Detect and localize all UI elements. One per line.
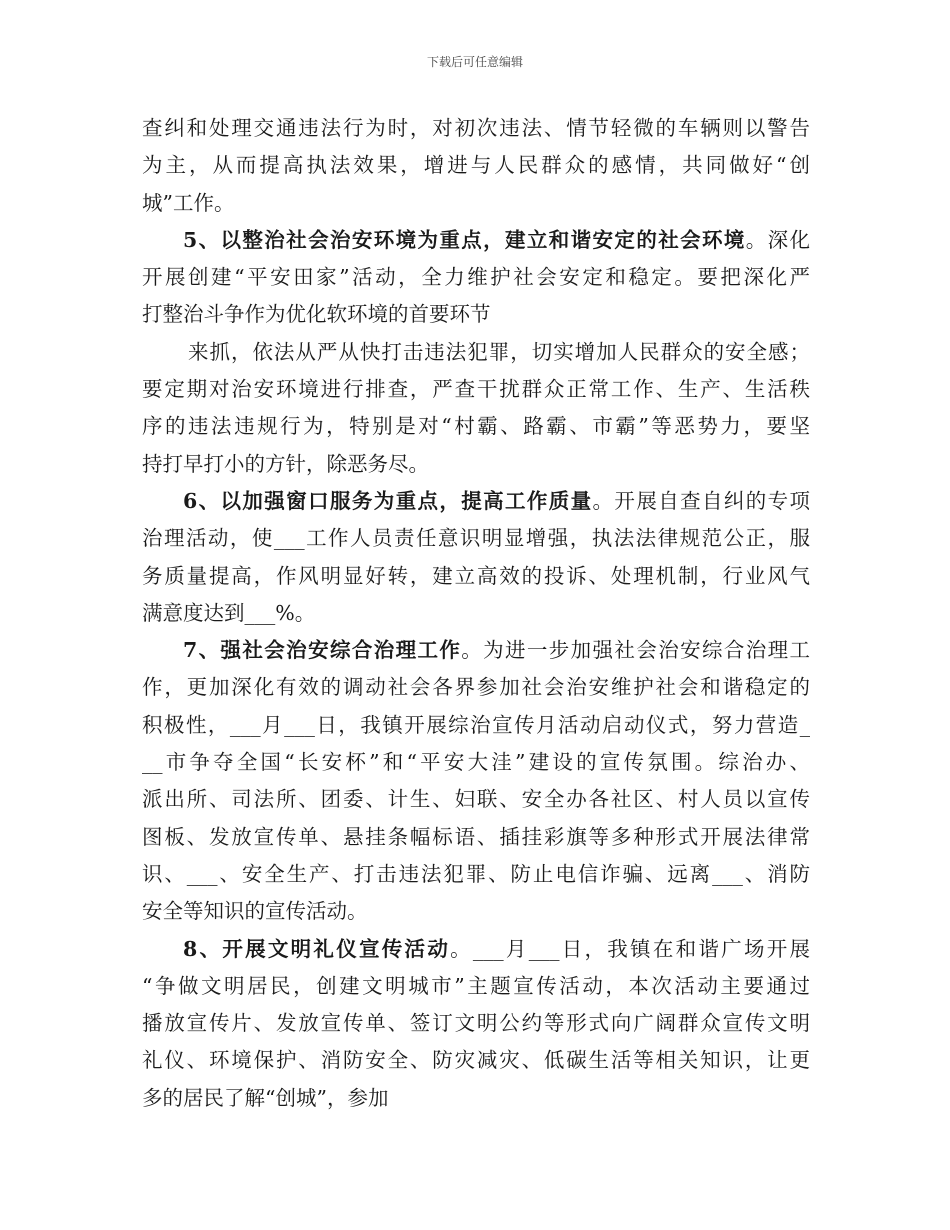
paragraph [142,334,810,483]
paragraph [142,110,810,222]
text-line [142,222,810,259]
heading-continuation: 。___月___日，我镇在和谐广场开展 [450,936,811,961]
text-line: 识、___、安全生产、打击违法犯罪、防止电信诈骗、远离___、消防 [142,861,810,886]
text-line: 多的居民了解“创城”，参加 [142,1085,389,1110]
text-line: 播放宣传片、发放宣传单、签订文明公约等形式向广阔群众宣传文明 [142,1011,810,1036]
text-line: 满意度达到___%。 [142,600,316,625]
text-line: 查纠和处理交通违法行为时，对初次违法、情节轻微的车辆则以警告 [142,116,810,140]
text-line: 礼仪、环境保护、消防安全、防灾减灾、低碳生活等相关知识，让更 [142,1048,810,1073]
text-line: 要定期对治安环境进行排查，严查干扰群众正常工作、生产、生活秩 [142,377,810,402]
heading-continuation: 。开展自查自纠的专项 [592,488,810,513]
text-line: 持打早打小的方针，除恶务尽。 [142,451,429,476]
text-line [142,632,810,669]
document-body [142,110,810,1117]
page-header: 下载后可任意编辑 [426,55,523,69]
text-line: 图板、发放宣传单、悬挂条幅标语、插挂彩旗等多种形式开展法律常 [142,824,810,849]
text-line: 派出所、司法所、团委、计生、妇联、安全办各社区、村人员以宣传 [142,787,810,812]
paragraph-item-7 [142,632,810,930]
text-line: __市争夺全国“长安杯”和“平安大洼”建设的宣传氛围。综治办、 [142,750,810,775]
text-line: 为主，从而提高执法效果，增进与人民群众的感情，共同做好“创 [142,153,810,178]
text-line: 治理活动，使___工作人员责任意识明显增强，执法法律规范公正，服 [142,526,810,551]
section-heading: 6、以加强窗口服务为重点，提高工作质量 [183,488,593,513]
text-line: 打整治斗争作为优化软环境的首要环节 [142,302,491,327]
text-line [142,483,810,520]
section-heading: 7、强社会治安综合治理工作 [183,638,462,663]
text-line: 安全等知识的宣传活动。 [142,899,368,924]
text-line: 作，更加深化有效的调动社会各界参加社会治安维护社会和谐稳定的 [142,675,810,700]
text-line: “争做文明居民，创建文明城市”主题宣传活动，本次活动主要通过 [142,973,810,998]
text-line: 城”工作。 [142,190,235,215]
paragraph-item-8 [142,931,810,1117]
section-heading: 5、以整治社会治安环境为重点，建立和谐安定的社会环境 [183,227,746,252]
text-line [142,931,810,968]
text-line: 积极性，___月___日，我镇开展综治宣传月活动启动仪式，努力营造_ [142,712,810,737]
text-line: 来抓，依法从严从快打击违法犯罪，切实增加人民群众的安全感； [188,339,810,364]
heading-continuation: 。深化 [745,227,811,252]
section-heading: 8、开展文明礼仪宣传活动 [183,936,451,961]
paragraph-item-6 [142,483,810,632]
text-line: 开展创建“平安田家”活动，全力维护社会安定和稳定。要把深化严 [142,265,810,290]
text-line: 序的违法违规行为，特别是对“村霸、路霸、市霸”等恶势力，要坚 [142,414,810,439]
heading-continuation: 。为进一步加强社会治安综合治理工 [461,638,810,663]
paragraph-item-5 [142,222,810,334]
text-line: 务质量提高，作风明显好转，建立高效的投诉、处理机制，行业风气 [142,563,810,588]
